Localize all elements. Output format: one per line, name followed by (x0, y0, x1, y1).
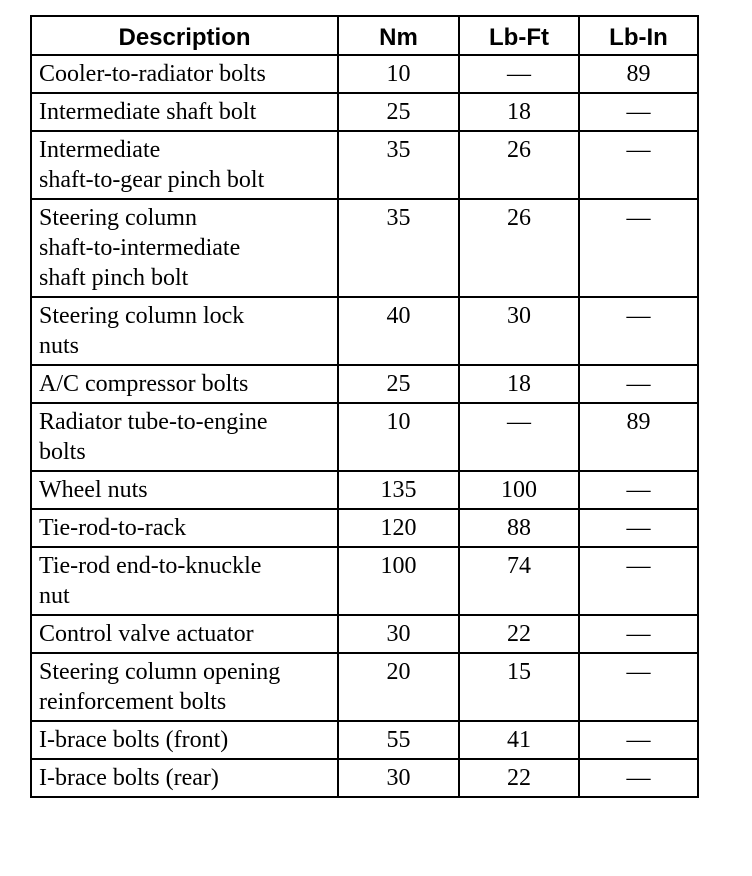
nm-cell: 20 (338, 653, 459, 721)
description-line: Control valve actuator (39, 621, 254, 647)
lb-in-cell: — (579, 131, 698, 199)
lb-ft-cell: — (459, 55, 579, 93)
description-cell (31, 759, 338, 797)
table-row (31, 365, 698, 403)
nm-cell: 55 (338, 721, 459, 759)
nm-cell: 135 (338, 471, 459, 509)
nm-cell: 30 (338, 759, 459, 797)
description-line: Intermediate shaft bolt (39, 99, 257, 125)
description-cell (31, 471, 338, 509)
header-lb-in: Lb-In (579, 16, 698, 55)
header-lb-ft: Lb-Ft (459, 16, 579, 55)
header-description: Description (31, 16, 338, 55)
lb-in-cell: 89 (579, 403, 698, 471)
table-row (31, 403, 698, 471)
lb-ft-cell: 26 (459, 131, 579, 199)
table-row (31, 721, 698, 759)
lb-in-cell: — (579, 759, 698, 797)
description-line: Tie-rod-to-rack (39, 515, 187, 541)
table-row (31, 55, 698, 93)
lb-ft-cell: 26 (459, 199, 579, 297)
table-row (31, 131, 698, 199)
lb-ft-cell: 18 (459, 93, 579, 131)
description-line: shaft-to-intermediate (39, 235, 241, 261)
lb-in-cell: — (579, 199, 698, 297)
lb-in-cell: — (579, 365, 698, 403)
lb-in-cell: — (579, 615, 698, 653)
lb-in-cell: — (579, 653, 698, 721)
description-cell (31, 721, 338, 759)
lb-in-cell: — (579, 509, 698, 547)
description-line: shaft pinch bolt (39, 265, 189, 291)
nm-cell: 40 (338, 297, 459, 365)
torque-spec-table (30, 15, 699, 798)
description-line: reinforcement bolts (39, 689, 227, 715)
lb-ft-cell: 18 (459, 365, 579, 403)
description-cell (31, 55, 338, 93)
table-row (31, 199, 698, 297)
lb-ft-cell: — (459, 403, 579, 471)
lb-ft-cell: 22 (459, 759, 579, 797)
description-cell (31, 403, 338, 471)
lb-in-cell: — (579, 547, 698, 615)
description-line: Steering column opening (39, 659, 281, 685)
description-line: nuts (39, 333, 80, 359)
table-row (31, 93, 698, 131)
lb-in-cell: — (579, 93, 698, 131)
description-line: Radiator tube-to-engine (39, 409, 268, 435)
description-line: Wheel nuts (39, 477, 148, 503)
nm-cell: 100 (338, 547, 459, 615)
description-cell (31, 297, 338, 365)
table-body (31, 55, 698, 797)
table-row (31, 759, 698, 797)
description-line: nut (39, 583, 70, 609)
description-cell (31, 199, 338, 297)
lb-ft-cell: 88 (459, 509, 579, 547)
lb-in-cell: 89 (579, 55, 698, 93)
description-cell (31, 365, 338, 403)
description-cell (31, 93, 338, 131)
nm-cell: 30 (338, 615, 459, 653)
lb-ft-cell: 22 (459, 615, 579, 653)
lb-ft-cell: 100 (459, 471, 579, 509)
description-line: shaft-to-gear pinch bolt (39, 167, 265, 193)
description-line: A/C compressor bolts (39, 371, 249, 397)
description-cell (31, 509, 338, 547)
description-line: bolts (39, 439, 86, 465)
lb-ft-cell: 15 (459, 653, 579, 721)
description-line: I-brace bolts (rear) (39, 765, 219, 791)
table-row (31, 297, 698, 365)
lb-ft-cell: 41 (459, 721, 579, 759)
description-line: Intermediate (39, 137, 161, 163)
table-row (31, 653, 698, 721)
header-row (31, 16, 698, 55)
description-line: I-brace bolts (front) (39, 727, 229, 753)
description-line: Cooler-to-radiator bolts (39, 61, 266, 87)
nm-cell: 10 (338, 403, 459, 471)
nm-cell: 10 (338, 55, 459, 93)
nm-cell: 25 (338, 93, 459, 131)
lb-in-cell: — (579, 721, 698, 759)
description-cell (31, 653, 338, 721)
description-line: Steering column (39, 205, 197, 231)
lb-ft-cell: 30 (459, 297, 579, 365)
table-row (31, 615, 698, 653)
nm-cell: 25 (338, 365, 459, 403)
nm-cell: 35 (338, 199, 459, 297)
description-line: Tie-rod end-to-knuckle (39, 553, 262, 579)
description-cell (31, 547, 338, 615)
description-line: Steering column lock (39, 303, 245, 329)
nm-cell: 35 (338, 131, 459, 199)
table-row (31, 547, 698, 615)
nm-cell: 120 (338, 509, 459, 547)
lb-ft-cell: 74 (459, 547, 579, 615)
header-nm: Nm (338, 16, 459, 55)
lb-in-cell: — (579, 297, 698, 365)
table-row (31, 471, 698, 509)
description-cell (31, 615, 338, 653)
description-cell (31, 131, 338, 199)
table-row (31, 509, 698, 547)
lb-in-cell: — (579, 471, 698, 509)
